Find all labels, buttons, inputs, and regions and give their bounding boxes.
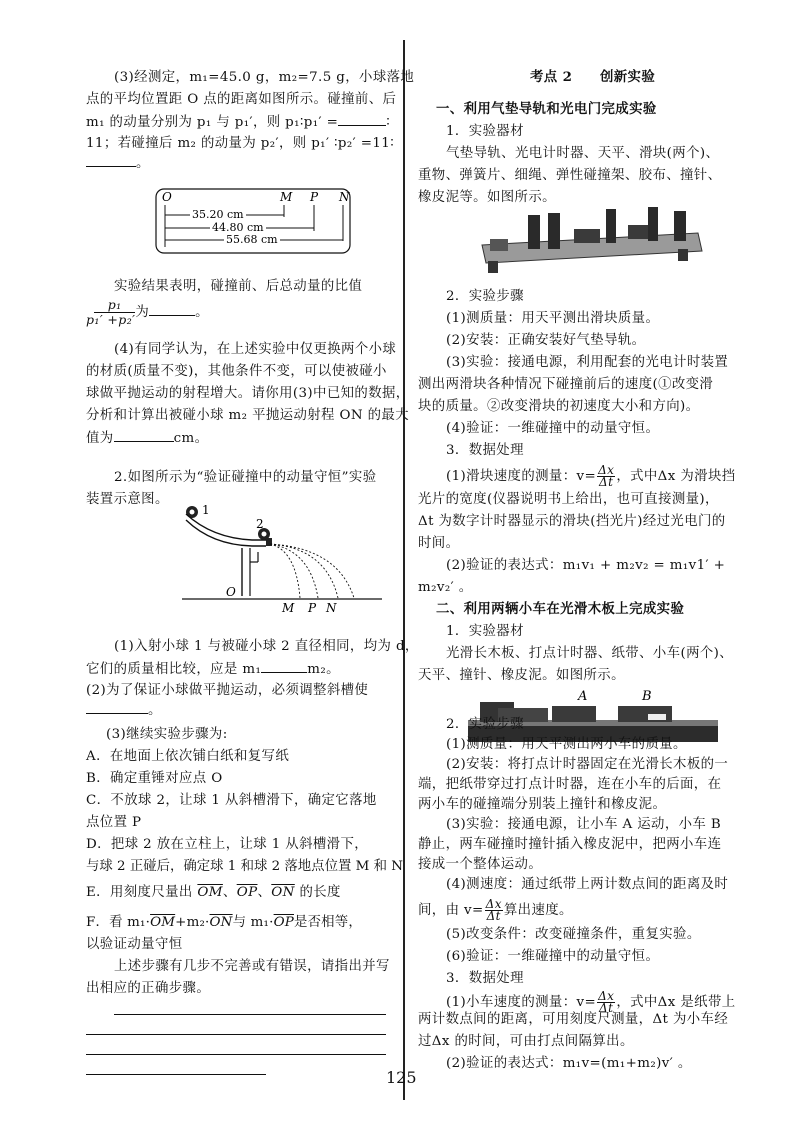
step-b: B．确定重锤对应点 O [86,771,223,786]
sec2-d2: (2)验证的表达式：m₁v=(m₁+m₂)v′ 。 [446,1056,692,1071]
sec2-s2a: (2)安装：将打点计时器固定在光滑长木板的一 [446,757,729,772]
sec2-s3a: (3)实验：接通电源，让小车 A 运动，小车 B [446,817,722,832]
ruler-point-m: M [280,190,293,204]
answer-line[interactable] [114,1014,386,1015]
sub3-intro: (3)继续实验步骤为: [106,727,228,742]
sec1-d1c: 光片的宽度(仪器说明书上给出，也可直接测量)， [418,492,719,507]
sec2-s2b: 端，把纸带穿过打点计时器，连在小车的后面，在 [418,777,722,792]
answer-blank[interactable] [86,152,136,167]
q2-intro-line1: 2.如图所示为“验证碰撞中的动量守恒”实验 [114,470,377,485]
sec2-eq1: 光滑长木板、打点计时器、纸带、小车(两个)、 [446,646,734,661]
sec1-s3b: 测出两滑块各种情况下碰撞前后的速度(①改变滑 [418,377,714,392]
sec2-s4b: 间，由 v= $\frac{\Delta x}{\Delta t}$ 算出速度。 [418,897,573,923]
sec1-d2a: (2)验证的表达式：m₁v₁ + m₂v₂ = m₁v1′ + [446,558,726,573]
sub2-line2: 。 [86,699,162,721]
q3-line3: m₁ 的动量分别为 p₁ 与 p₁′，则 p₁∶p₁′ = ∶ [86,111,390,133]
sec2-s1: (1)测质量：用天平测出两小车的质量。 [446,737,687,752]
ruler-distance-om: 35.20 cm [192,208,244,221]
sec2-h1: 1．实验器材 [446,624,524,639]
ball-2-label: 2 [256,517,264,531]
q3-line2: 点的平均位置距 O 点的距离如图所示。碰撞前、后 [86,92,397,107]
step-f-line1: F．看 $m_1\cdot\overline{OM}+m_2\cdot\overline{ON}$与 $m_1\cdot\overline{OP}$是否相等， [86,915,362,930]
sec1-heading: 一、利用气垫导轨和光电门完成实验 [436,101,657,117]
sec1-s4: (4)验证：一维碰撞中的动量守恒。 [446,421,660,436]
momentum-denominator: p₁′ +p₂′ [86,312,136,327]
answer-line[interactable] [86,1074,266,1075]
step-e: E．用刻度尺量出 $\overline{OM}$、$\overline{OP}$、$\overline{ON}$ 的长度 [86,885,341,900]
sec1-d1e: 时间。 [418,536,460,551]
sec1-s2: (2)安装：正确安装好气垫导轨。 [446,333,646,348]
point-n-label: N [326,601,337,615]
point-m-label: M [282,601,295,615]
sec2-s4a: (4)测速度：通过纸带上两计数点间的距离及时 [446,877,729,892]
step-c-line2: 点位置 P [86,815,142,830]
sec2-s2c: 两小车的碰撞端分别装上撞针和橡皮泥。 [418,797,667,812]
sec2-h2: 2．实验步骤 [446,717,524,732]
sec2-s3c: 接成一个整体运动。 [418,857,543,872]
answer-blank[interactable] [114,427,174,442]
ball-1-label: 1 [202,503,210,517]
cart-b-label: B [642,689,652,704]
collision-apparatus-figure [182,500,392,618]
q3-line1: (3)经测定，m₁=45.0 g，m₂=7.5 g，小球落地 [114,70,415,85]
sec1-h2: 2．实验步骤 [446,289,524,304]
sec1-h1: 1．实验器材 [446,124,524,139]
column-divider [403,40,405,1100]
sec2-h3: 3．数据处理 [446,971,524,986]
sub1-line1: (1)入射小球 1 与被碰小球 2 直径相同，均为 d， [114,639,419,654]
answer-line[interactable] [86,1054,386,1055]
page-number: 125 [386,1068,417,1087]
sub2-line1: (2)为了保证小球做平抛运动，必须调整斜槽使 [86,683,369,698]
sec2-d1c: 两计数点间的距离，可用刻度尺测量，Δt 为小车经 [418,1012,729,1027]
cart-a-label: A [578,689,588,704]
sec1-eq1: 气垫导轨、光电计时器、天平、滑块(两个)、 [446,146,720,161]
answer-blank[interactable] [338,111,386,126]
sub1-line2: 它们的质量相比较，应是 m₁ m₂。 [86,658,340,680]
ruler-point-o: O [162,190,172,204]
sec1-h3: 3．数据处理 [446,443,524,458]
answer-blank[interactable] [149,301,195,316]
result-line1: 实验结果表明，碰撞前、后总动量的比值 [114,279,363,294]
step-a: A．在地面上依次铺白纸和复写纸 [86,749,290,764]
momentum-numerator: p₁ [94,298,135,313]
q4-line5: 值为 cm。 [86,427,208,449]
step-d-line2: 与球 2 正碰后，确定球 1 和球 2 落地点位置 M 和 N [86,859,403,874]
sec1-d2b: m₂v₂′ 。 [418,580,473,595]
air-track-photo [478,205,703,277]
q3-line5: 。 [86,152,150,174]
sec2-heading: 二、利用两辆小车在光滑木板上完成实验 [436,601,685,617]
tail-line1: 上述步骤有几步不完善或有错误，请指出并写 [114,959,390,974]
sec1-s3a: (3)实验：接通电源，利用配套的光电计时装置 [446,355,729,370]
velocity-fraction: $\frac{\Delta x}{\Delta t}$ [598,463,615,489]
q3-line4: 11；若碰撞后 m₂ 的动量为 p₂′，则 p₁′ ∶p₂′ =11∶ [86,136,395,151]
ruler-point-n: N [339,190,350,204]
ruler-point-p: P [310,190,319,204]
ruler-distance-on: 55.68 cm [226,233,278,246]
q4-line1: (4)有同学认为，在上述实验中仅更换两个小球 [114,342,397,357]
sec2-d1a: (1)小车速度的测量：v= $\frac{\Delta x}{\Delta t}$ ，式中Δx 是纸带上 [446,989,736,1015]
result-fraction-line: $\frac{\text{p₁}}{\text{p₁′ +p₂′}}$ 为 。 [86,297,209,327]
sec1-eq3: 橡皮泥等。如图所示。 [418,190,556,205]
tail-line2: 出相应的正确步骤。 [86,981,211,996]
velocity-fraction: $\frac{\Delta x}{\Delta t}$ [598,989,615,1015]
step-c-line1: C．不放球 2，让球 1 从斜槽滑下，确定它落地 [86,793,377,808]
q4-line3: 球做平抛运动的射程增大。请你用(3)中已知的数据， [86,386,410,401]
ruler-distance-op: 44.80 cm [212,221,264,234]
sec1-d1a: (1)滑块速度的测量：v= $\frac{\Delta x}{\Delta t}$ ，式中Δx 为滑块挡 [446,463,736,489]
sec1-eq2: 重物、弹簧片、细绳、弹性碰撞架、胶布、撞针、 [418,168,722,183]
point-o-label: O [226,585,236,599]
step-d-line1: D．把球 2 放在立柱上，让球 1 从斜槽滑下， [86,837,369,852]
sec2-s3b: 静止，两车碰撞时撞针插入橡皮泥中，把两小车连 [418,837,722,852]
sec2-d1d: 过Δx 的时间，可由打点间隔算出。 [418,1034,634,1049]
q4-line2: 的材质(质量不变)，其他条件不变，可以使被碰小 [86,364,387,379]
section-title: 考点 2 创新实验 [530,69,656,85]
q2-intro-line2: 装置示意图。 [86,492,169,507]
q4-line4: 分析和计算出被碰小球 m₂ 平抛运动射程 ON 的最大 [86,408,410,423]
sec1-s1: (1)测质量：用天平测出滑块质量。 [446,311,660,326]
answer-blank[interactable] [261,658,307,673]
step-f-line2: 以验证动量守恒 [86,937,183,952]
sec1-s3c: 块的质量。②改变滑块的初速度大小和方向)。 [418,399,700,414]
answer-line[interactable] [86,1034,386,1035]
sec2-s6: (6)验证：一维碰撞中的动量守恒。 [446,949,660,964]
velocity-fraction: $\frac{\Delta x}{\Delta t}$ [485,897,502,923]
ruler-figure [154,187,354,257]
answer-blank[interactable] [86,699,148,714]
sec2-eq2: 天平、撞针、橡皮泥。如图所示。 [418,668,625,683]
point-p-label: P [308,601,317,615]
sec2-s5: (5)改变条件：改变碰撞条件，重复实验。 [446,927,701,942]
sec1-d1d: Δt 为数字计时器显示的滑块(挡光片)经过光电门的 [418,514,726,529]
